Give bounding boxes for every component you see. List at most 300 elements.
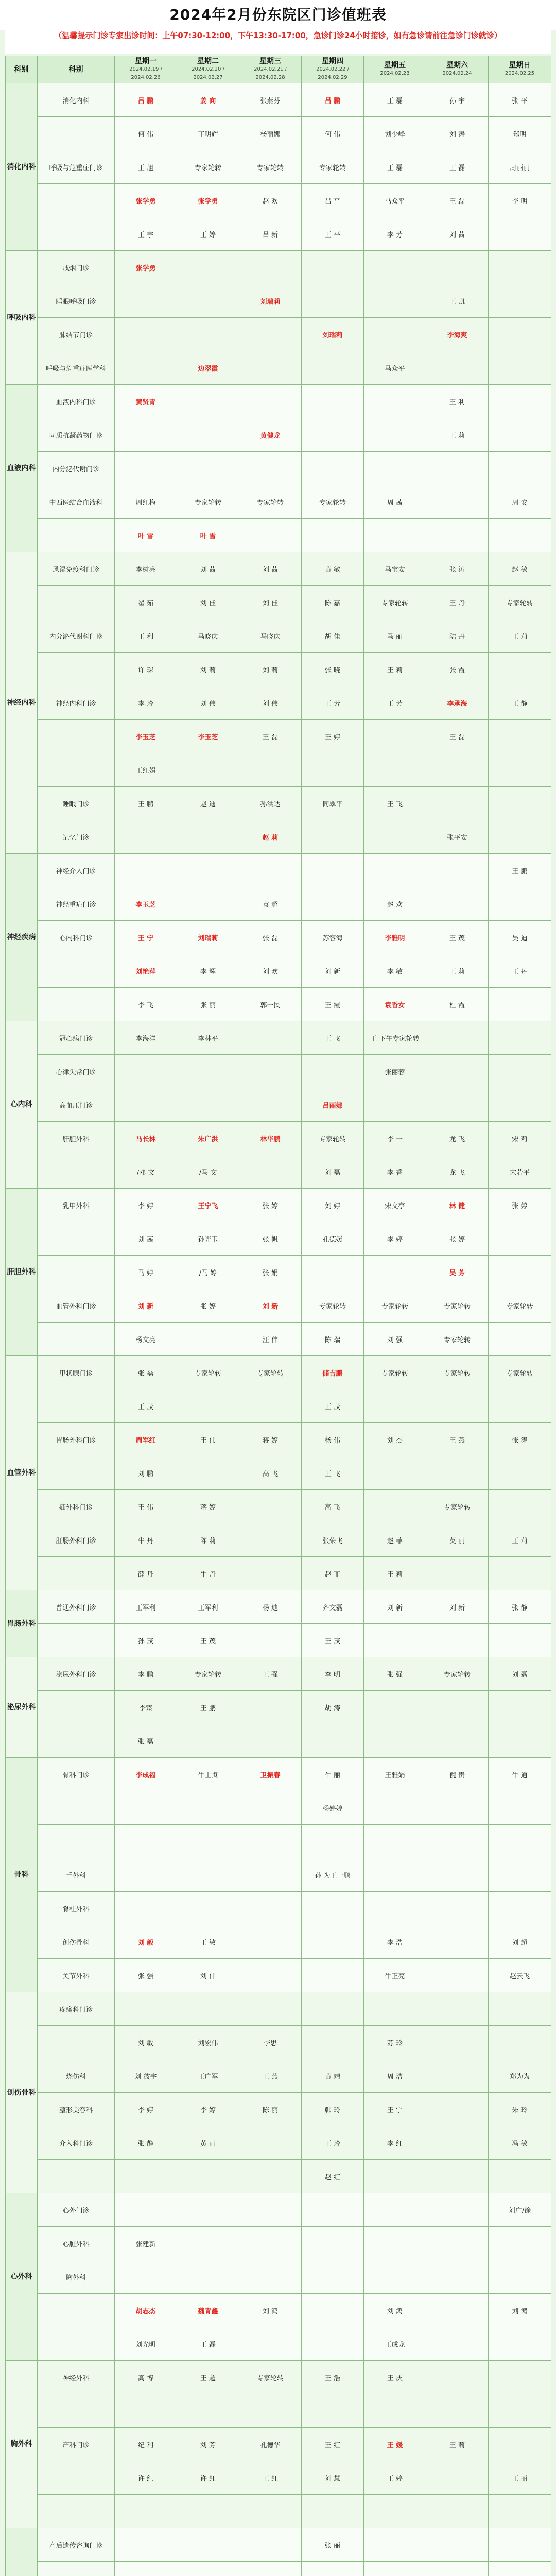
- doctor-cell: 刘艳萍: [115, 954, 177, 988]
- table-row: [6, 1323, 551, 1356]
- department-cell: 烧伤科: [38, 2059, 115, 2093]
- doctor-cell: 刘广/徐: [489, 2193, 551, 2227]
- doctor-cell: [115, 318, 177, 351]
- department-cell: [38, 117, 115, 150]
- doctor-cell: 刘 鸿: [239, 2294, 302, 2327]
- table-row: [6, 820, 551, 854]
- department-cell: [38, 1222, 115, 1256]
- category-cell: 骨科: [6, 1758, 38, 1992]
- doctor-cell: 李 鹏: [115, 1657, 177, 1691]
- table-row: [6, 2361, 551, 2394]
- doctor-cell: [489, 519, 551, 552]
- doctor-cell: 赵 迪: [177, 787, 239, 820]
- doctor-cell: 专家轮转: [489, 1289, 551, 1323]
- doctor-cell: 刘 新: [115, 1289, 177, 1323]
- doctor-cell: 马 丽: [364, 619, 426, 653]
- table-row: [6, 2394, 551, 2428]
- doctor-cell: [239, 2528, 302, 2562]
- doctor-cell: [177, 820, 239, 854]
- doctor-cell: 王 浩: [302, 2361, 364, 2394]
- doctor-cell: 王 磊: [239, 720, 302, 753]
- table-row: [6, 1189, 551, 1222]
- doctor-cell: [426, 2126, 489, 2160]
- schedule-body: [6, 83, 551, 2576]
- department-cell: [38, 954, 115, 988]
- doctor-cell: [302, 1055, 364, 1088]
- doctor-cell: [489, 1256, 551, 1289]
- doctor-cell: 刘 欢: [239, 954, 302, 988]
- doctor-cell: [115, 1892, 177, 1925]
- doctor-cell: 刘 新: [364, 1590, 426, 1624]
- doctor-cell: [302, 887, 364, 921]
- doctor-cell: 马晓庆: [177, 619, 239, 653]
- notice-text: （温馨提示门诊专家出诊时间：上午07:30-12:00，下午13:30-17:00，急诊门诊24小时接诊，如有急诊请前往急诊门诊就诊）: [5, 30, 551, 54]
- doctor-cell: 杨 伟: [302, 1423, 364, 1456]
- doctor-cell: [177, 452, 239, 485]
- doctor-cell: 刘 茜: [177, 552, 239, 586]
- department-cell: [38, 2026, 115, 2059]
- doctor-cell: 高 飞: [239, 1456, 302, 1490]
- doctor-cell: [115, 1088, 177, 1122]
- doctor-cell: [489, 1892, 551, 1925]
- doctor-cell: [302, 2026, 364, 2059]
- doctor-cell: 吕 平: [302, 184, 364, 217]
- header-department: 科别: [38, 56, 115, 83]
- department-cell: 神经重症门诊: [38, 887, 115, 921]
- department-cell: 呼吸与危重症医学科: [38, 351, 115, 385]
- doctor-cell: 王 超: [177, 2361, 239, 2394]
- doctor-cell: 李 明: [489, 184, 551, 217]
- doctor-cell: [177, 1858, 239, 1892]
- doctor-cell: 专家轮转: [302, 1289, 364, 1323]
- doctor-cell: [426, 1624, 489, 1657]
- doctor-cell: 王 磊: [426, 184, 489, 217]
- doctor-cell: 张 婷: [177, 1289, 239, 1323]
- doctor-cell: 齐文磊: [302, 1590, 364, 1624]
- doctor-cell: [239, 2227, 302, 2260]
- doctor-cell: 龙 飞: [426, 1122, 489, 1155]
- doctor-cell: 专家轮转: [302, 485, 364, 519]
- doctor-cell: 王 静: [489, 686, 551, 720]
- table-row: [6, 2193, 551, 2227]
- doctor-cell: [364, 1858, 426, 1892]
- doctor-cell: [302, 2193, 364, 2227]
- table-row: [6, 1624, 551, 1657]
- doctor-cell: 刘 佳: [239, 586, 302, 619]
- doctor-cell: [489, 1456, 551, 1490]
- doctor-cell: 周丽丽: [489, 150, 551, 184]
- doctor-cell: [426, 787, 489, 820]
- department-cell: 血管外科门诊: [38, 1289, 115, 1323]
- table-row: [6, 1222, 551, 1256]
- doctor-cell: [489, 2361, 551, 2394]
- doctor-cell: 陆 丹: [426, 619, 489, 653]
- doctor-cell: 赵 敏: [489, 552, 551, 586]
- doctor-cell: [364, 1691, 426, 1724]
- doctor-cell: 专家轮转: [302, 150, 364, 184]
- doctor-cell: 杨 迪: [239, 1590, 302, 1624]
- doctor-cell: [239, 251, 302, 284]
- header-day-3: 星期三 2024.02.21 / 2024.02.28: [239, 56, 302, 83]
- department-cell: 呼吸与危重症门诊: [38, 150, 115, 184]
- doctor-cell: [239, 1858, 302, 1892]
- doctor-cell: [426, 854, 489, 887]
- doctor-cell: 倪 贵: [426, 1758, 489, 1791]
- doctor-cell: 李 婷: [115, 1189, 177, 1222]
- table-row: [6, 720, 551, 753]
- doctor-cell: 李海洋: [115, 1021, 177, 1055]
- doctor-cell: 英 丽: [426, 1523, 489, 1557]
- doctor-cell: 赵云飞: [489, 1959, 551, 1992]
- doctor-cell: 孙洪达: [239, 787, 302, 820]
- doctor-cell: [489, 2562, 551, 2576]
- doctor-cell: 专家轮转: [177, 485, 239, 519]
- doctor-cell: 何 伟: [302, 117, 364, 150]
- doctor-cell: 刘 磊: [302, 1155, 364, 1189]
- doctor-cell: [364, 2394, 426, 2428]
- doctor-cell: [239, 2126, 302, 2160]
- doctor-cell: 王 利: [115, 619, 177, 653]
- doctor-cell: [426, 1389, 489, 1423]
- doctor-cell: [489, 653, 551, 686]
- doctor-cell: 何 伟: [115, 117, 177, 150]
- doctor-cell: 王 旭: [115, 150, 177, 184]
- doctor-cell: [364, 2260, 426, 2294]
- doctor-cell: [239, 1055, 302, 1088]
- doctor-cell: 王 燕: [239, 2059, 302, 2093]
- doctor-cell: 王 芳: [364, 686, 426, 720]
- doctor-cell: 张 丽: [177, 988, 239, 1021]
- doctor-cell: [302, 1892, 364, 1925]
- doctor-cell: [239, 2193, 302, 2227]
- doctor-cell: [239, 1624, 302, 1657]
- category-cell: 胃肠外科: [6, 1590, 38, 1657]
- doctor-cell: 马宝安: [364, 552, 426, 586]
- doctor-cell: 王雅娟: [364, 1758, 426, 1791]
- doctor-cell: [364, 2193, 426, 2227]
- doctor-cell: [489, 2260, 551, 2294]
- doctor-cell: [426, 485, 489, 519]
- table-row: [6, 184, 551, 217]
- table-row: [6, 1925, 551, 1959]
- header-day-6: 星期六 2024.02.24: [426, 56, 489, 83]
- doctor-cell: 张建新: [115, 2227, 177, 2260]
- doctor-cell: 王 磊: [177, 2327, 239, 2361]
- header-row: [6, 56, 551, 83]
- doctor-cell: 刘 敏: [115, 2026, 177, 2059]
- department-cell: [38, 1691, 115, 1724]
- department-cell: [38, 1389, 115, 1423]
- doctor-cell: 薛 丹: [115, 1557, 177, 1590]
- department-cell: 手外科: [38, 1858, 115, 1892]
- doctor-cell: 刘 伟: [239, 686, 302, 720]
- doctor-cell: 专家轮转: [489, 1356, 551, 1389]
- doctor-cell: [302, 2327, 364, 2361]
- doctor-cell: [239, 318, 302, 351]
- department-cell: [38, 2327, 115, 2361]
- doctor-cell: [489, 988, 551, 1021]
- table-row: [6, 519, 551, 552]
- doctor-cell: 李思: [239, 2026, 302, 2059]
- doctor-cell: [115, 1992, 177, 2026]
- table-row: [6, 2227, 551, 2260]
- doctor-cell: 周 茜: [364, 485, 426, 519]
- doctor-cell: [239, 351, 302, 385]
- department-cell: [38, 2394, 115, 2428]
- department-cell: [38, 1557, 115, 1590]
- doctor-cell: 刘 慧: [302, 2461, 364, 2495]
- doctor-cell: 王红娟: [115, 753, 177, 787]
- table-row: [6, 485, 551, 519]
- department-cell: 心内科门诊: [38, 921, 115, 954]
- department-cell: 记忆门诊: [38, 820, 115, 854]
- doctor-cell: 刘 新: [302, 954, 364, 988]
- doctor-cell: 刘 伟: [177, 686, 239, 720]
- doctor-cell: [489, 385, 551, 418]
- doctor-cell: 黄贤青: [115, 385, 177, 418]
- department-cell: [38, 1724, 115, 1758]
- doctor-cell: [489, 1323, 551, 1356]
- doctor-cell: 赵 红: [302, 2160, 364, 2193]
- doctor-cell: 叶 雪: [177, 519, 239, 552]
- doctor-cell: 郭一民: [239, 988, 302, 1021]
- department-cell: [38, 184, 115, 217]
- doctor-cell: [239, 1724, 302, 1758]
- doctor-cell: 边翠霞: [177, 351, 239, 385]
- doctor-cell: [177, 2160, 239, 2193]
- department-cell: 肛肠外科门诊: [38, 1523, 115, 1557]
- doctor-cell: 同翠平: [302, 787, 364, 820]
- table-row: [6, 418, 551, 452]
- table-row: [6, 2528, 551, 2562]
- doctor-cell: 纪 利: [115, 2428, 177, 2461]
- doctor-cell: 杨文亮: [115, 1323, 177, 1356]
- table-row: [6, 452, 551, 485]
- doctor-cell: [302, 284, 364, 318]
- doctor-cell: [239, 385, 302, 418]
- doctor-cell: 宋若平: [489, 1155, 551, 1189]
- doctor-cell: 王 伟: [115, 1490, 177, 1523]
- doctor-cell: [489, 1825, 551, 1858]
- doctor-cell: 专家轮转: [426, 1490, 489, 1523]
- doctor-cell: 刘 茜: [115, 1222, 177, 1256]
- doctor-cell: [426, 452, 489, 485]
- category-cell: 创伤骨科: [6, 1992, 38, 2193]
- doctor-cell: [364, 1490, 426, 1523]
- doctor-cell: [426, 1858, 489, 1892]
- doctor-cell: 张 平: [489, 83, 551, 117]
- doctor-cell: [489, 251, 551, 284]
- doctor-cell: [489, 1490, 551, 1523]
- doctor-cell: [364, 753, 426, 787]
- department-cell: 高血压门诊: [38, 1088, 115, 1122]
- doctor-cell: [489, 820, 551, 854]
- doctor-cell: [177, 1055, 239, 1088]
- department-cell: [38, 1624, 115, 1657]
- doctor-cell: 孙 宇: [426, 83, 489, 117]
- doctor-cell: [177, 1825, 239, 1858]
- doctor-cell: [364, 2160, 426, 2193]
- table-row: [6, 1088, 551, 1122]
- doctor-cell: 张 霞: [426, 653, 489, 686]
- doctor-cell: 冯 敏: [489, 2126, 551, 2160]
- table-row: [6, 753, 551, 787]
- doctor-cell: [426, 1791, 489, 1825]
- doctor-cell: [239, 2160, 302, 2193]
- doctor-cell: 专家轮转: [364, 1356, 426, 1389]
- department-cell: 神经外科: [38, 2361, 115, 2394]
- table-row: [6, 1423, 551, 1456]
- doctor-cell: [426, 1456, 489, 1490]
- doctor-cell: 专家轮转: [364, 1289, 426, 1323]
- department-cell: [38, 1155, 115, 1189]
- doctor-cell: 高 飞: [302, 1490, 364, 1523]
- doctor-cell: 李玉芝: [177, 720, 239, 753]
- doctor-cell: 牛 丹: [115, 1523, 177, 1557]
- table-row: [6, 385, 551, 418]
- table-row: [6, 1758, 551, 1791]
- doctor-cell: 孙 茂: [115, 1624, 177, 1657]
- doctor-cell: [426, 753, 489, 787]
- doctor-cell: [364, 2227, 426, 2260]
- doctor-cell: [115, 854, 177, 887]
- doctor-cell: 孔德华: [239, 2428, 302, 2461]
- doctor-cell: 李 敏: [364, 954, 426, 988]
- table-row: [6, 1791, 551, 1825]
- table-row: [6, 1523, 551, 1557]
- doctor-cell: 张 涛: [489, 1423, 551, 1456]
- header-day-4: 星期四 2024.02.22 / 2024.02.29: [302, 56, 364, 83]
- doctor-cell: 王 燕: [426, 1423, 489, 1456]
- doctor-cell: /马 婷: [177, 1256, 239, 1289]
- doctor-cell: [426, 1088, 489, 1122]
- doctor-cell: [489, 284, 551, 318]
- doctor-cell: 刘瑞莉: [177, 921, 239, 954]
- doctor-cell: [302, 1256, 364, 1289]
- doctor-cell: [239, 1389, 302, 1423]
- doctor-cell: 牛士贞: [177, 1758, 239, 1791]
- doctor-cell: [239, 2562, 302, 2576]
- doctor-cell: [302, 251, 364, 284]
- doctor-cell: [302, 1925, 364, 1959]
- doctor-cell: [489, 1691, 551, 1724]
- doctor-cell: 刘 鸿: [489, 2294, 551, 2327]
- doctor-cell: 王 丹: [426, 586, 489, 619]
- doctor-cell: [364, 1256, 426, 1289]
- header-day-7: 星期日 2024.02.25: [489, 56, 551, 83]
- department-cell: 冠心病门诊: [38, 1021, 115, 1055]
- table-row: [6, 1456, 551, 1490]
- doctor-cell: 陈 丽: [239, 2093, 302, 2126]
- doctor-cell: 李承海: [426, 686, 489, 720]
- doctor-cell: [489, 1222, 551, 1256]
- doctor-cell: [364, 1389, 426, 1423]
- doctor-cell: [302, 2495, 364, 2528]
- doctor-cell: 王 茂: [302, 1624, 364, 1657]
- department-cell: 普通外科门诊: [38, 1590, 115, 1624]
- department-cell: [38, 2495, 115, 2528]
- doctor-cell: 王 飞: [364, 787, 426, 820]
- doctor-cell: [302, 1724, 364, 1758]
- table-row: [6, 1691, 551, 1724]
- doctor-cell: 赵 莉: [239, 820, 302, 854]
- category-cell: 呼吸内科: [6, 251, 38, 385]
- doctor-cell: 刘光明: [115, 2327, 177, 2361]
- doctor-cell: 王 磊: [426, 150, 489, 184]
- doctor-cell: 周军红: [115, 1423, 177, 1456]
- doctor-cell: [302, 1992, 364, 2026]
- doctor-cell: [177, 2260, 239, 2294]
- doctor-cell: 赵 菲: [364, 1523, 426, 1557]
- doctor-cell: [364, 2495, 426, 2528]
- doctor-cell: [364, 318, 426, 351]
- doctor-cell: [364, 1088, 426, 1122]
- doctor-cell: 周红梅: [115, 485, 177, 519]
- doctor-cell: [364, 251, 426, 284]
- department-cell: 肺结节门诊: [38, 318, 115, 351]
- doctor-cell: 张 帆: [239, 1222, 302, 1256]
- doctor-cell: 周 安: [489, 485, 551, 519]
- doctor-cell: [489, 1724, 551, 1758]
- table-row: [6, 1992, 551, 2026]
- doctor-cell: 专家轮转: [364, 586, 426, 619]
- department-cell: 脊柱外科: [38, 1892, 115, 1925]
- doctor-cell: 叶 雪: [115, 519, 177, 552]
- doctor-cell: [364, 385, 426, 418]
- doctor-cell: 刘瑞莉: [239, 284, 302, 318]
- doctor-cell: 王 敏: [177, 1925, 239, 1959]
- department-cell: 关节外科: [38, 1959, 115, 1992]
- department-cell: [38, 2160, 115, 2193]
- table-row: [6, 1490, 551, 1523]
- doctor-cell: [489, 351, 551, 385]
- doctor-cell: [426, 1724, 489, 1758]
- doctor-cell: [364, 1992, 426, 2026]
- doctor-cell: 王 芳: [302, 686, 364, 720]
- doctor-cell: 刘 莉: [177, 653, 239, 686]
- table-row: [6, 284, 551, 318]
- doctor-cell: [177, 1088, 239, 1122]
- doctor-cell: [239, 1959, 302, 1992]
- table-row: [6, 2160, 551, 2193]
- doctor-cell: [364, 1791, 426, 1825]
- doctor-cell: [239, 1691, 302, 1724]
- doctor-cell: 专家轮转: [426, 1657, 489, 1691]
- doctor-cell: 胡 佳: [302, 619, 364, 653]
- doctor-cell: 王 宇: [364, 2093, 426, 2126]
- doctor-cell: 王 莉: [364, 653, 426, 686]
- doctor-cell: [426, 2562, 489, 2576]
- doctor-cell: [239, 1523, 302, 1557]
- table-row: [6, 1289, 551, 1323]
- doctor-cell: 刘瑞莉: [302, 318, 364, 351]
- table-row: [6, 1657, 551, 1691]
- doctor-cell: [115, 2528, 177, 2562]
- doctor-cell: 张荣飞: [302, 1523, 364, 1557]
- doctor-cell: [426, 2026, 489, 2059]
- doctor-cell: 李树亮: [115, 552, 177, 586]
- department-cell: 创伤骨科: [38, 1925, 115, 1959]
- doctor-cell: 王 婷: [364, 2461, 426, 2495]
- table-row: [6, 1959, 551, 1992]
- doctor-cell: 王 鹏: [177, 1691, 239, 1724]
- doctor-cell: 李玉芝: [115, 720, 177, 753]
- doctor-cell: [302, 2562, 364, 2576]
- department-cell: 戒烟门诊: [38, 251, 115, 284]
- doctor-cell: 马晓庆: [239, 619, 302, 653]
- table-row: [6, 2059, 551, 2093]
- doctor-cell: [239, 753, 302, 787]
